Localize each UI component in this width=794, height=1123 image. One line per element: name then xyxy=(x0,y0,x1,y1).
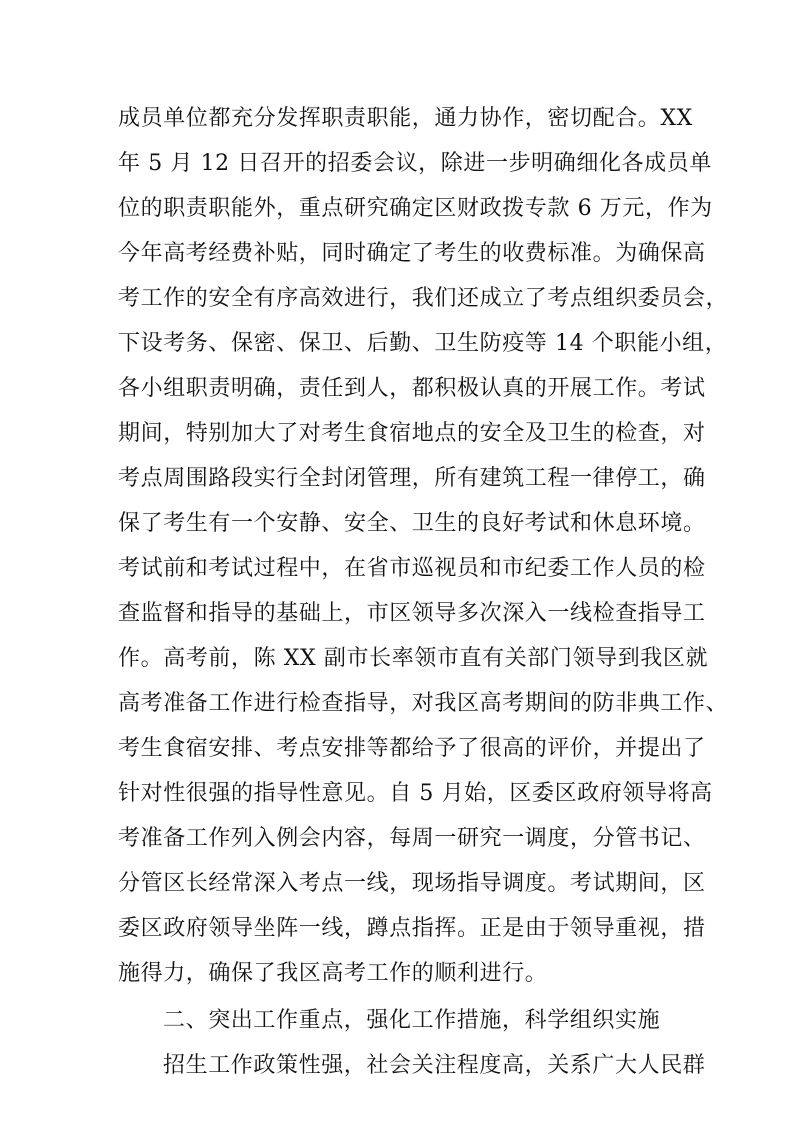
text-line: 期间，特别加大了对考生食宿地点的安全及卫生的检查，对 xyxy=(118,421,706,446)
text-line: 考生食宿安排、考点安排等都给予了很高的评价，并提出了 xyxy=(118,736,706,761)
text-line: 考点周围路段实行全封闭管理，所有建筑工程一律停工，确 xyxy=(118,466,706,491)
text-line: 各小组职责明确，责任到人，都积极认真的开展工作。考试 xyxy=(118,376,706,401)
text-line: 分管区长经常深入考点一线，现场指导调度。考试期间，区 xyxy=(118,871,706,896)
text-line: 作。高考前，陈 XX 副市长率领市直有关部门领导到我区就 xyxy=(118,646,709,671)
text-line: 高考准备工作进行检查指导，对我区高考期间的防非典工作、 xyxy=(118,691,729,716)
paragraph-start-line: 招生工作政策性强，社会关注程度高，关系广大人民群 xyxy=(163,1053,706,1078)
text-line: 考试前和考试过程中，在省市巡视员和市纪委工作人员的检 xyxy=(118,556,706,581)
text-line: 位的职责职能外，重点研究确定区财政拨专款 6 万元，作为 xyxy=(118,196,713,221)
text-line: 考工作的安全有序高效进行，我们还成立了考点组织委员会， xyxy=(118,286,729,311)
text-line: 委区政府领导坐阵一线，蹲点指挥。正是由于领导重视，措 xyxy=(118,916,706,941)
text-line: 下设考务、保密、保卫、后勤、卫生防疫等 14 个职能小组， xyxy=(118,331,728,356)
text-line: 查监督和指导的基础上，市区领导多次深入一线检查指导工 xyxy=(118,601,706,626)
text-line: 考准备工作列入例会内容，每周一研究一调度，分管书记、 xyxy=(118,826,706,851)
text-line: 保了考生有一个安静、安全、卫生的良好考试和休息环境。 xyxy=(118,511,706,536)
text-line: 今年高考经费补贴，同时确定了考生的收费标准。为确保高 xyxy=(118,241,706,266)
section-heading: 二、突出工作重点，强化工作措施，科学组织实施 xyxy=(163,1008,661,1033)
text-line: 施得力，确保了我区高考工作的顺利进行。 xyxy=(118,961,548,986)
text-line: 针对性很强的指导性意见。自 5 月始，区委区政府领导将高 xyxy=(118,781,713,806)
text-line: 年 5 月 12 日召开的招委会议，除进一步明确细化各成员单 xyxy=(118,151,712,176)
text-line: 成员单位都充分发挥职责职能，通力协作，密切配合。XX xyxy=(118,106,693,131)
